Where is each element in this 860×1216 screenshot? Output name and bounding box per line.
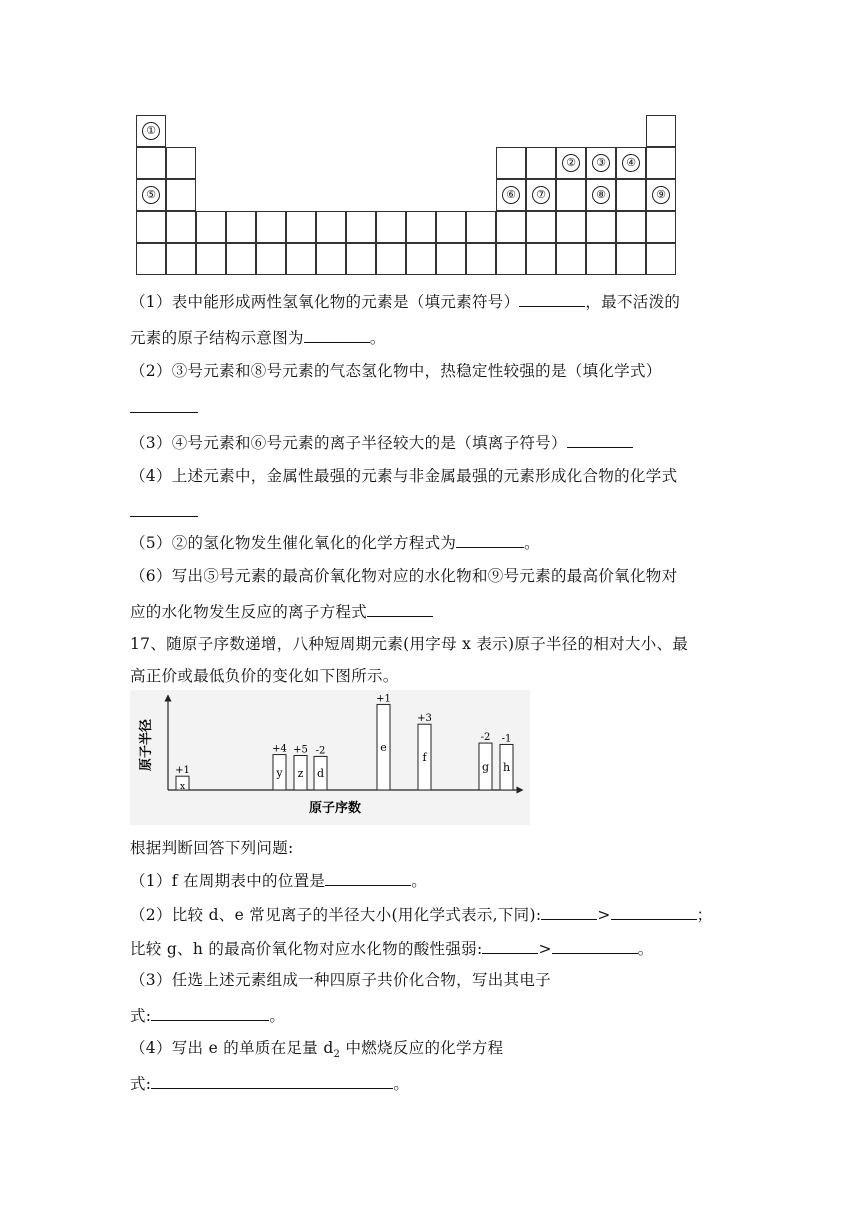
table-cell <box>436 211 466 243</box>
q4-text: （4）上述元素中，金属性最强的元素与非金属最强的元素形成化合物的化学式 <box>130 467 678 485</box>
element-marker: ⑦ <box>532 186 550 204</box>
table-cell <box>136 179 166 211</box>
q4-line1 <box>130 466 730 486</box>
q6-text2: 应的水化物发生反应的离子方程式 <box>130 603 368 621</box>
y-axis-label: 原子半径 <box>139 718 154 772</box>
table-cell <box>166 243 196 275</box>
answer-blank[interactable] <box>541 903 597 920</box>
p17-text: 17、随原子序数递增，八种短周期元素(用字母 x 表示)原子半径的相对大小、最 <box>130 635 689 653</box>
table-cell <box>436 243 466 275</box>
q3-line1 <box>130 431 730 453</box>
table-cell <box>286 211 316 243</box>
q5-line1 <box>130 531 730 553</box>
table-cell <box>136 211 166 243</box>
answer-blank[interactable] <box>552 937 638 954</box>
table-cell <box>136 115 166 147</box>
semicolon: ； <box>696 906 713 924</box>
q4-line2 <box>130 500 730 522</box>
intro-text: 根据判断回答下列问题: <box>130 839 294 857</box>
a-q1 <box>130 869 730 891</box>
valence-label: +5 <box>293 744 308 756</box>
bar-label: e <box>380 741 387 755</box>
table-cell <box>136 243 166 275</box>
table-cell <box>526 179 556 211</box>
table-cell <box>166 179 196 211</box>
answer-blank[interactable] <box>151 1072 393 1089</box>
x-axis-label: 原子序数 <box>308 801 362 816</box>
table-cell <box>256 243 286 275</box>
table-cell <box>166 147 196 179</box>
element-marker: ① <box>142 122 160 140</box>
answer-blank[interactable] <box>151 1004 269 1021</box>
gt-sign: > <box>597 906 611 924</box>
table-cell <box>646 147 676 179</box>
q2-text: （2）③号元素和⑧号元素的气态氢化物中，热稳定性较强的是（填化学式） <box>130 362 662 380</box>
q6-text: （6）写出⑤号元素的最高价氧化物对应的水化物和⑨号元素的最高价氧化物对 <box>130 567 678 585</box>
q1-text2: 元素的原子结构示意图为 <box>130 329 304 347</box>
table-cell <box>316 243 346 275</box>
answer-blank[interactable] <box>325 869 411 886</box>
q1-text2-b: 。 <box>369 329 386 347</box>
element-marker: ⑤ <box>142 186 160 204</box>
bar-label: d <box>316 767 325 781</box>
a-q2-text: （2）比较 d、e 常见离子的半径大小(用化学式表示,下同): <box>130 906 542 924</box>
subscript: 2 <box>333 1049 341 1061</box>
table-cell <box>526 147 556 179</box>
period: 。 <box>393 1075 410 1093</box>
element-marker: ② <box>562 154 580 172</box>
table-cell <box>466 243 496 275</box>
q6-line1 <box>130 566 730 586</box>
answer-blank[interactable] <box>130 396 198 413</box>
table-cell <box>646 115 676 147</box>
table-cell <box>496 211 526 243</box>
q2-line2 <box>130 396 730 418</box>
q5-text-b: 。 <box>524 534 540 552</box>
table-cell <box>406 211 436 243</box>
answer-blank[interactable] <box>611 903 697 920</box>
table-cell <box>226 211 256 243</box>
table-cell <box>376 211 406 243</box>
table-cell <box>406 243 436 275</box>
a-q3-prefix: 式: <box>130 1007 152 1025</box>
a-q2 <box>130 903 730 925</box>
q1-text: （1）表中能形成两性氢氧化物的元素是（填元素符号） <box>130 293 520 311</box>
table-cell <box>556 243 586 275</box>
table-cell <box>496 179 526 211</box>
a-q2b <box>130 937 730 959</box>
table-cell <box>646 243 676 275</box>
q6-line2 <box>130 600 730 622</box>
valence-label: +4 <box>272 743 287 755</box>
answer-blank[interactable] <box>482 937 538 954</box>
element-marker: ③ <box>592 154 610 172</box>
a-q1-end: 。 <box>411 872 428 890</box>
table-cell <box>526 211 556 243</box>
table-cell <box>586 147 616 179</box>
bar-label: f <box>422 751 427 765</box>
a-q4b <box>130 1072 730 1094</box>
table-cell <box>496 243 526 275</box>
a-q1-text: （1）f 在周期表中的位置是 <box>130 872 326 890</box>
p17-line2 <box>130 666 730 686</box>
element-marker: ④ <box>622 154 640 172</box>
table-cell <box>586 243 616 275</box>
a-q4-text2: 中燃烧反应的化学方程 <box>340 1039 504 1057</box>
a-q3-text: （3）任选上述元素组成一种四原子共价化合物，写出其电子 <box>130 971 551 989</box>
table-cell <box>346 243 376 275</box>
table-cell <box>646 211 676 243</box>
answer-blank[interactable] <box>456 531 524 548</box>
bar-label: x <box>179 782 186 792</box>
element-marker: ⑧ <box>592 186 610 204</box>
a-q2c-text: 比较 g、h 的最高价氧化物对应水化物的酸性强弱: <box>130 940 483 958</box>
table-cell <box>196 243 226 275</box>
table-cell <box>316 211 346 243</box>
q1-text-b: ，最不活泼的 <box>585 293 681 311</box>
q2-line1 <box>130 361 730 381</box>
q1-line1 <box>130 290 730 312</box>
table-cell <box>136 147 166 179</box>
answer-blank[interactable] <box>519 290 585 307</box>
q1-line2 <box>130 326 730 348</box>
table-cell <box>166 211 196 243</box>
answer-blank[interactable] <box>304 326 370 343</box>
table-cell <box>646 179 676 211</box>
table-cell <box>556 147 586 179</box>
bar-label: h <box>502 761 511 775</box>
answer-blank[interactable] <box>130 500 198 517</box>
p17-text2: 高正价或最低负价的变化如下图所示。 <box>130 667 399 685</box>
valence-label: -2 <box>315 745 326 757</box>
element-marker: ⑨ <box>652 186 670 204</box>
q3-text: （3）④号元素和⑥号元素的离子半径较大的是（填离子符号） <box>130 434 567 452</box>
table-cell <box>616 179 646 211</box>
table-cell <box>466 211 496 243</box>
a-q3b <box>130 1004 730 1026</box>
table-cell <box>556 179 586 211</box>
valence-label: -1 <box>501 733 512 745</box>
element-marker: ⑥ <box>502 186 520 204</box>
bar-label: g <box>481 760 490 774</box>
answer-blank[interactable] <box>367 600 433 617</box>
table-cell <box>286 243 316 275</box>
table-cell <box>226 243 256 275</box>
valence-label: +1 <box>376 693 391 705</box>
table-cell <box>376 243 406 275</box>
radius-chart <box>130 690 530 825</box>
table-cell <box>556 211 586 243</box>
period: 。 <box>269 1007 286 1025</box>
p17-line1 <box>130 634 730 654</box>
table-cell <box>196 211 226 243</box>
a-q3 <box>130 970 730 990</box>
table-cell <box>616 243 646 275</box>
table-cell <box>586 179 616 211</box>
valence-label: +1 <box>175 765 190 777</box>
a-q4-prefix: 式: <box>130 1075 152 1093</box>
intro-line <box>130 838 730 858</box>
answer-blank[interactable] <box>567 431 633 448</box>
a-q4-text: （4）写出 e 的单质在足量 d <box>130 1039 334 1057</box>
table-cell <box>496 147 526 179</box>
a-q4 <box>130 1038 730 1065</box>
table-cell <box>526 243 556 275</box>
bar-label: y <box>276 766 283 780</box>
gt-sign: > <box>538 940 552 958</box>
bar-label: z <box>297 766 304 780</box>
valence-label: +3 <box>417 713 432 725</box>
period: 。 <box>637 940 654 958</box>
table-cell <box>256 211 286 243</box>
table-cell <box>586 211 616 243</box>
table-cell <box>616 147 646 179</box>
table-cell <box>346 211 376 243</box>
q5-text: （5）②的氢化物发生催化氧化的化学方程式为 <box>130 534 457 552</box>
valence-label: -2 <box>480 732 491 744</box>
table-cell <box>616 211 646 243</box>
